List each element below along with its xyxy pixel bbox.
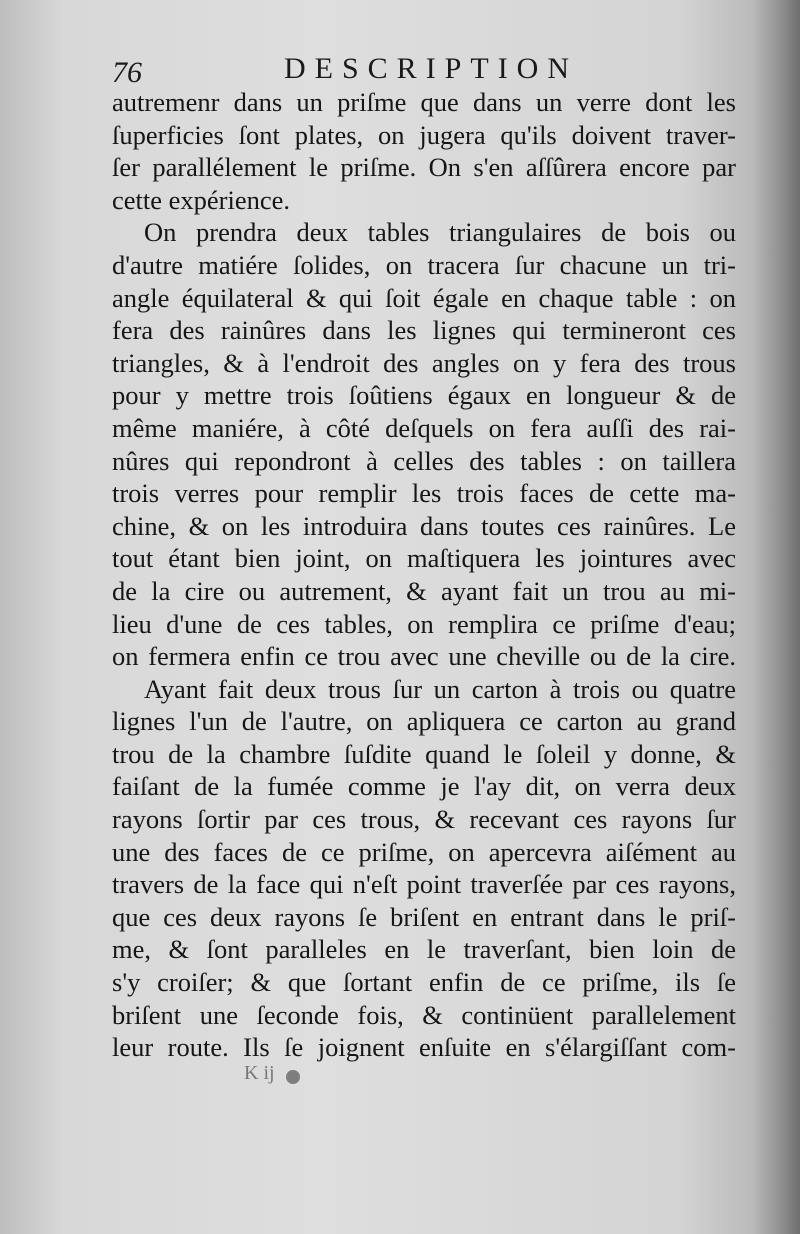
page-number: 76 bbox=[112, 56, 142, 89]
text-line: autremenr dans un priſme que dans un verre dont les bbox=[112, 87, 736, 117]
paragraph-first-line: Ayant fait deux trous ſur un carton à trois ou quatre bbox=[144, 673, 736, 704]
paragraph-first-line: On prendra deux tables triangulaires de bois ou bbox=[144, 217, 736, 248]
text-line: leur route. Ils ſe joignent enſuite en s'élargiſſant com- bbox=[112, 1032, 736, 1063]
body-text bbox=[112, 86, 736, 1064]
text-line: d'autre matiére ſolides, on tracera ſur chacune un tri- bbox=[112, 249, 736, 280]
ink-blot bbox=[286, 1070, 300, 1084]
text-line: faiſant de la fumée comme je l'ay dit, on verra deux bbox=[112, 771, 736, 802]
text-line: on fermera enfin ce trou avec une cheville ou de la cire. bbox=[112, 641, 736, 672]
signature-mark: K ij bbox=[244, 1062, 275, 1084]
text-line: ſuperficies ſont plates, on jugera qu'ils doivent traver- bbox=[112, 119, 736, 150]
text-line: nûres qui repondront à celles des tables : on taillera bbox=[112, 445, 736, 476]
text-line: pour y mettre trois ſoûtiens égaux en longueur & de bbox=[112, 380, 736, 411]
text-line: fera des rainûres dans les lignes qui termineront ces bbox=[112, 315, 736, 346]
text-line: tout étant bien joint, on maſtiquera les jointures avec bbox=[112, 543, 736, 574]
text-line: lignes l'un de l'autre, on apliquera ce carton au grand bbox=[112, 706, 736, 737]
text-line: travers de la face qui n'eſt point traverſée par ces rayons, bbox=[112, 869, 736, 900]
text-line: de la cire ou autrement, & ayant fait un trou au mi- bbox=[112, 575, 736, 606]
text-line: trou de la chambre ſuſdite quand le ſoleil y donne, & bbox=[112, 738, 736, 769]
text-line: que ces deux rayons ſe briſent en entrant dans le priſ- bbox=[112, 901, 736, 932]
text-line: trois verres pour remplir les trois faces de cette ma- bbox=[112, 478, 736, 509]
text-line: s'y croiſer; & que ſortant enfin de ce priſme, ils ſe bbox=[112, 967, 736, 998]
text-line: briſent une ſeconde fois, & continüent parallelement bbox=[112, 999, 736, 1030]
text-line: chine, & on les introduira dans toutes ces rainûres. Le bbox=[112, 510, 736, 541]
text-line: même maniére, à côté deſquels on fera auſſi des rai- bbox=[112, 412, 736, 443]
running-head: DESCRIPTION bbox=[284, 52, 579, 85]
text-line: rayons ſortir par ces trous, & recevant ces rayons ſur bbox=[112, 804, 736, 835]
gutter-shadow bbox=[752, 0, 800, 1234]
text-line: ſer parallélement le priſme. On s'en aſſûrera encore par bbox=[112, 152, 736, 183]
text-line: une des faces de ce priſme, on apercevra aiſément au bbox=[112, 836, 736, 867]
text-line: angle équilateral & qui ſoit égale en chaque table : on bbox=[112, 282, 736, 313]
text-line: cette expérience. bbox=[112, 184, 291, 215]
text-line: triangles, & à l'endroit des angles on y fera des trous bbox=[112, 347, 736, 378]
text-line: lieu d'une de ces tables, on remplira ce priſme d'eau; bbox=[112, 608, 736, 639]
text-line: me, & ſont paralleles en le traverſant, bien loin de bbox=[112, 934, 736, 965]
